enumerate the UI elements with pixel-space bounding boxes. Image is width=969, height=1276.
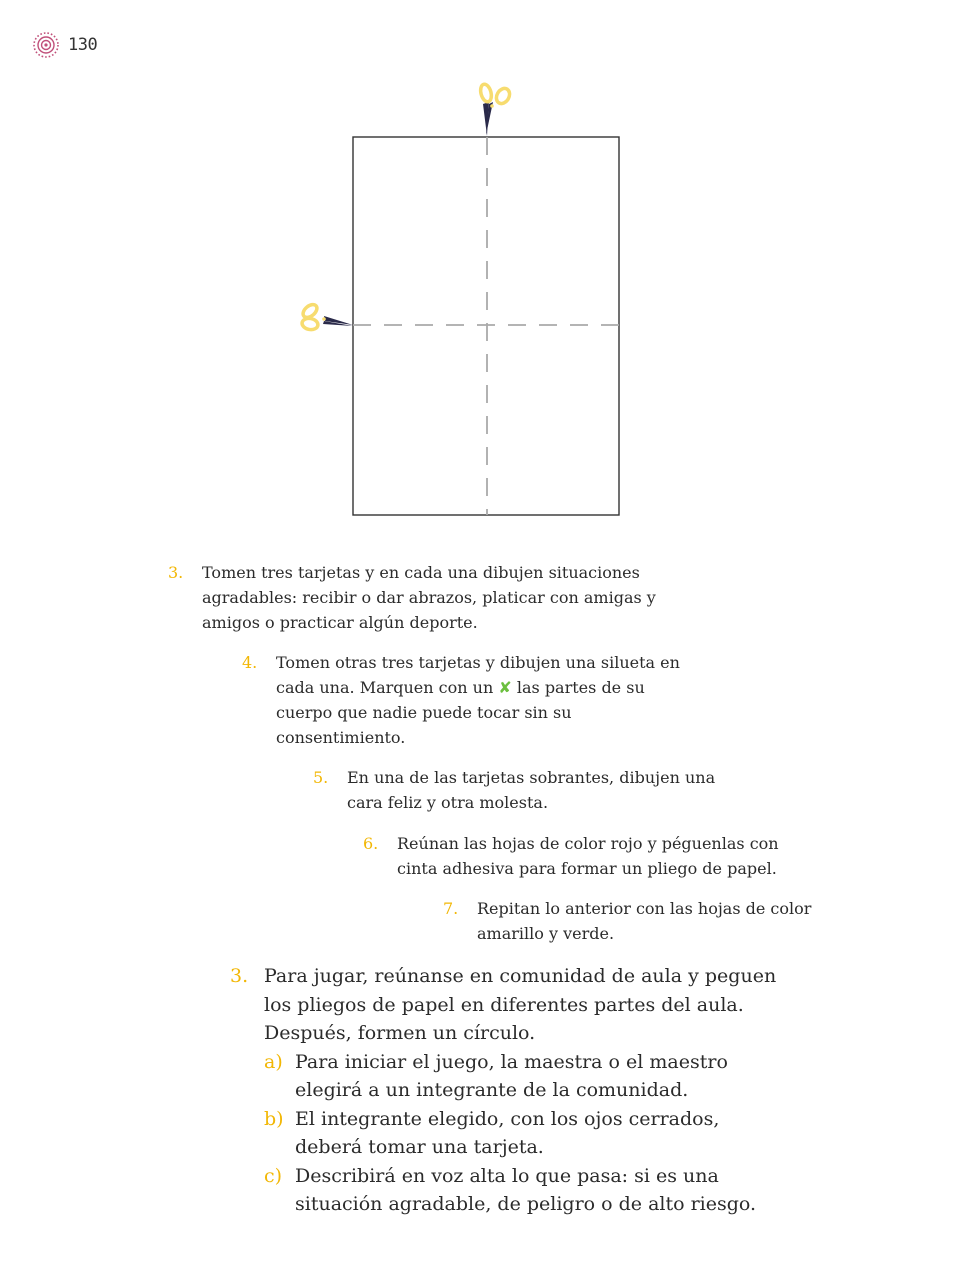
sub-item-text: El integrante elegido, con los ojos cerrados, deberá tomar una tarjeta. [295,1107,720,1158]
paper-sheet [353,137,619,515]
sub-item-c [264,1162,790,1219]
step-number: 7. [443,899,459,918]
list-item-step-7 [443,896,843,946]
step-text-before: Tomen otras tres tarjetas y dibujen una silueta en cada una. Marquen con un [276,653,680,697]
sub-item-text: Para iniciar el juego, la maestra o el maestro elegirá a un integrante de la comunidad. [295,1050,728,1101]
page-header [32,31,97,59]
cross-mark-icon: ✘ [498,678,512,697]
sub-item-b [264,1105,790,1162]
game-text: Para jugar, reúnanse en comunidad de aula y peguen los pliegos de papel en diferentes partes del aula. Después, formen un círculo. [264,965,777,1044]
sub-item-a [264,1048,790,1105]
scissors-top-icon [479,83,512,136]
sub-item-text: Describirá en voz alta lo que pasa: si es una situación agradable, de peligro o de alto riesgo. [295,1164,757,1215]
step-text: Repitan lo anterior con las hojas de color amarillo y verde. [477,899,812,943]
list-item-step-3 [168,560,688,635]
target-logo-icon [32,31,60,59]
sub-item-label: a) [264,1050,283,1073]
step-text [276,650,692,750]
sub-item-label: b) [264,1107,284,1130]
step-number: 4. [242,653,258,672]
step-number: 6. [363,834,379,853]
list-item-step-5 [313,765,753,815]
list-item-step-6 [363,831,813,881]
step-text-after: las partes de su cuerpo que nadie puede tocar sin su consentimiento. [276,678,645,747]
game-number: 3. [230,965,249,987]
game-instructions [230,962,790,1219]
scissors-left-icon [301,302,353,331]
step-text: En una de las tarjetas sobrantes, dibujen una cara feliz y otra molesta. [347,768,716,812]
list-item-step-4 [242,650,692,750]
step-number: 3. [168,563,184,582]
sub-item-label: c) [264,1164,283,1187]
step-number: 5. [313,768,329,787]
step-text: Reúnan las hojas de color rojo y péguenlas con cinta adhesiva para formar un pliego de papel. [397,834,779,878]
page-number: 130 [68,35,98,55]
step-text: Tomen tres tarjetas y en cada una dibujen situaciones agradables: recibir o dar abrazos, platicar con amigas y amigos o practicar algún deporte. [202,563,656,632]
paper-cutting-diagram [290,78,635,523]
